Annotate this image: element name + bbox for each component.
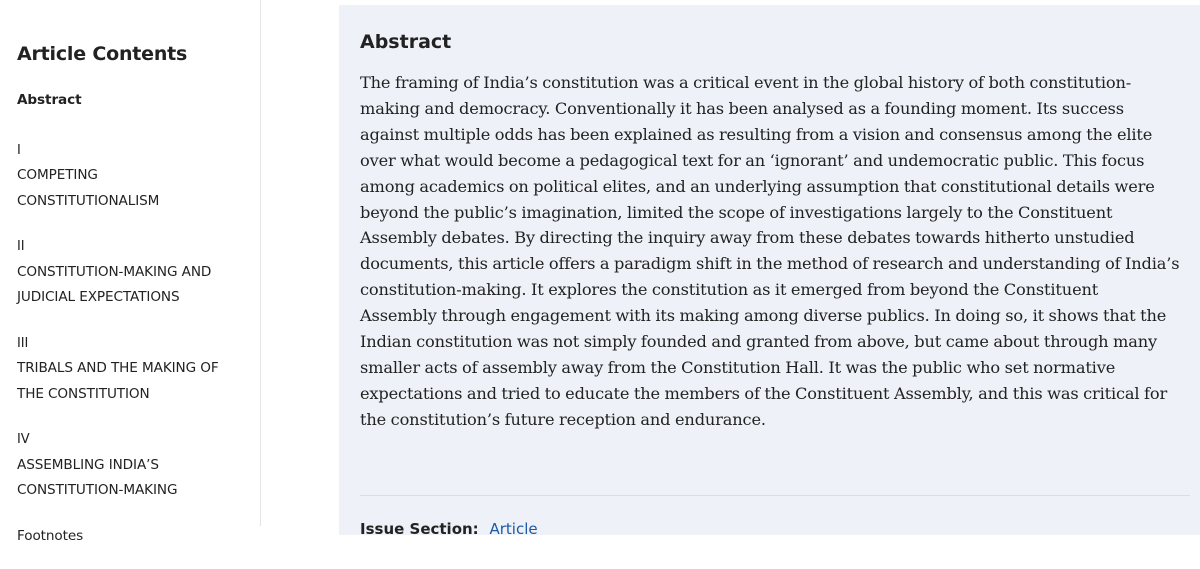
toc-item-label: CONSTITUTION-MAKING (17, 482, 178, 498)
article-contents-sidebar (0, 0, 261, 544)
abstract-line: among academics on political elites, and an underlying assumption that constitutional details were (360, 176, 1155, 196)
abstract-text (360, 70, 1190, 433)
toc-item-footnotes[interactable] (17, 524, 252, 550)
abstract-section (339, 5, 1200, 538)
abstract-line: documents, this article offers a paradigm shift in the method of research and understanding of India’s (360, 254, 1180, 274)
abstract-line: beyond the public’s imagination, limited the scope of investigations largely to the Constituent (360, 202, 1113, 222)
toc-item-label: COMPETING (17, 167, 98, 183)
toc-item-label: THE CONSTITUTION (17, 385, 150, 402)
abstract-line: Assembly through engagement with its making among diverse publics. In doing so, it shows that the (360, 306, 1167, 326)
toc-item-number: I (17, 142, 21, 158)
abstract-line: expectations and tried to educate the members of the Constituent Assembly, and this was critical for (360, 383, 1168, 403)
table-of-contents (17, 88, 252, 569)
toc-item-number: IV (17, 432, 30, 447)
toc-item-abstract[interactable] (17, 88, 252, 114)
abstract-line: Indian constitution was not simply founded and granted from above, but came about through many (360, 332, 1158, 352)
sidebar-title: Article Contents (17, 43, 188, 65)
toc-item-label: Footnotes (17, 527, 84, 544)
toc-item-assembling[interactable] (17, 427, 252, 504)
abstract-line: making and democracy. Conventionally it has been analysed as a founding moment. Its success (360, 98, 1124, 118)
issue-section-link[interactable]: Article (489, 520, 538, 538)
issue-section-label: Issue Section: (360, 520, 479, 538)
toc-item-label: ASSEMBLING INDIA’S (17, 456, 159, 473)
issue-section (360, 519, 538, 539)
toc-item-tribals[interactable] (17, 331, 252, 408)
toc-item-competing-constitutionalism[interactable] (17, 138, 252, 215)
toc-item-label: CONSTITUTION-MAKING AND (17, 263, 212, 280)
toc-item-constitution-making-judicial[interactable] (17, 234, 252, 311)
abstract-line: the constitution’s future reception and endurance. (360, 409, 766, 429)
toc-item-label: Abstract (17, 92, 82, 108)
abstract-line: The framing of India’s constitution was a critical event in the global history of both constitution- (360, 73, 1132, 92)
abstract-line: constitution-making. It explores the constitution as it emerged from beyond the Constituent (360, 280, 1099, 300)
abstract-line: Assembly debates. By directing the inquiry away from these debates towards hitherto unstudied (360, 228, 1135, 248)
toc-item-label: TRIBALS AND THE MAKING OF (17, 360, 219, 376)
toc-item-number: II (17, 239, 25, 254)
toc-item-label: CONSTITUTIONALISM (17, 192, 160, 209)
abstract-line: smaller acts of assembly away from the Constitution Hall. It was the public who set normative (360, 357, 1116, 377)
toc-item-number: III (17, 335, 29, 351)
abstract-line: against multiple odds has been explained as resulting from a vision and consensus among the elite (360, 124, 1153, 144)
section-divider (360, 495, 1190, 496)
abstract-heading: Abstract (360, 31, 452, 53)
toc-item-label: JUDICIAL EXPECTATIONS (17, 289, 180, 305)
abstract-line: over what would become a pedagogical text for an ‘ignorant’ and undemocratic public. This focus (360, 150, 1145, 170)
